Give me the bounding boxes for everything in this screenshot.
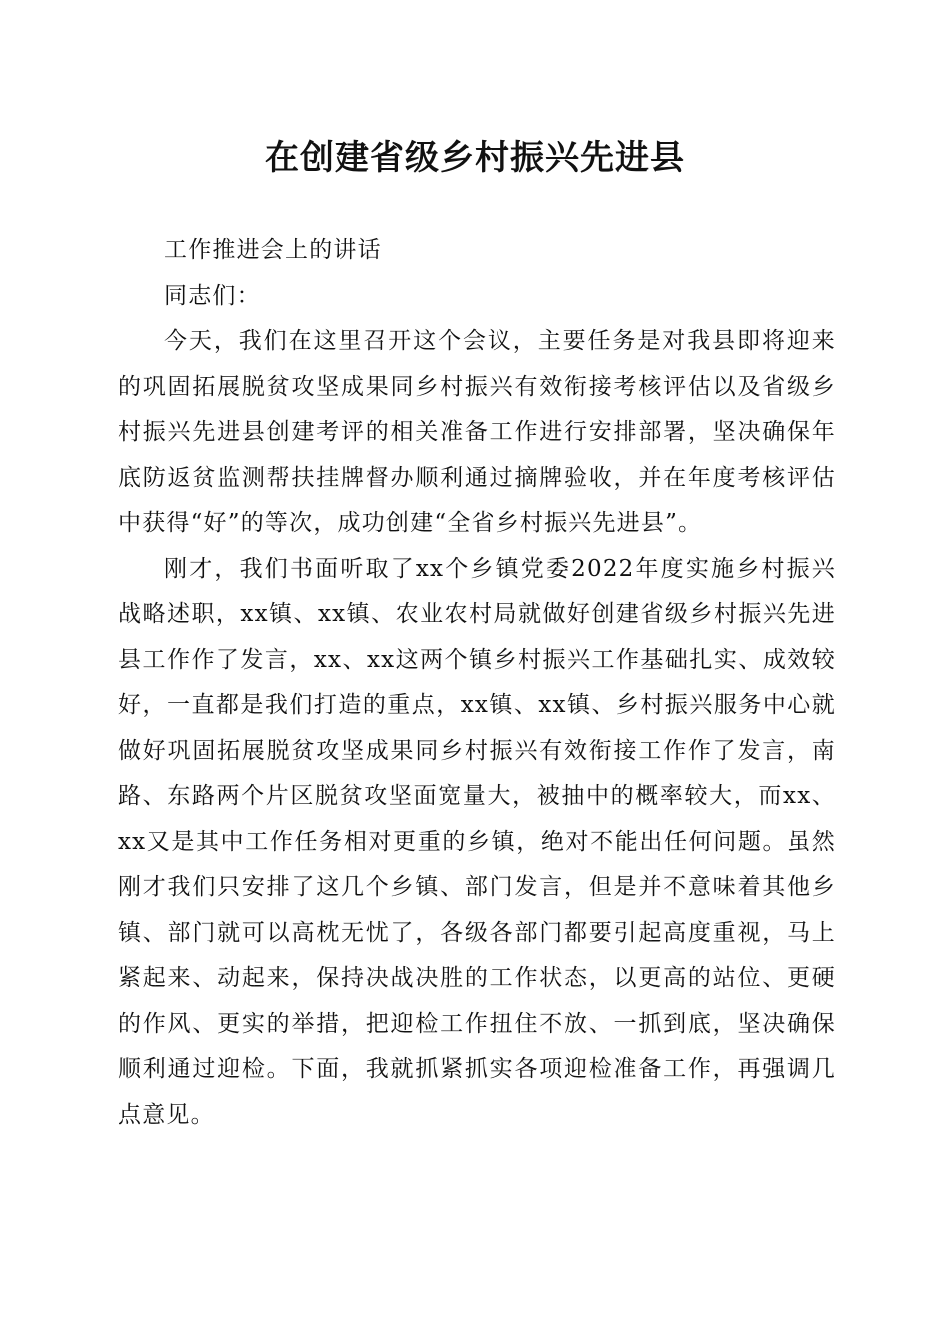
document-body: [118, 228, 836, 1138]
paragraph-review: 刚才，我们书面听取了xx个乡镇党委2022年度实施乡村振兴战略述职，xx镇、xx镇、农业农村局就做好创建省级乡村振兴先进县工作作了发言，xx、xx这两个镇乡村振兴工作基础扎实、成效较好，一直都是我们打造的重点，xx镇、xx镇、乡村振兴服务中心就做好巩固拓展脱贫攻坚成果同乡村振兴有效衔接工作作了发言，南路、东路两个片区脱贫攻坚面宽量大，被抽中的概率较大，而xx、xx又是其中工作任务相对更重的乡镇，绝对不能出任何问题。虽然刚才我们只安排了这几个乡镇、部门发言，但是并不意味着其他乡镇、部门就可以高枕无忧了，各级各部门都要引起高度重视，马上紧起来、动起来，保持决战决胜的工作状态，以更高的站位、更硬的作风、更实的举措，把迎检工作扭住不放、一抓到底，坚决确保顺利通过迎检。下面，我就抓紧抓实各项迎检准备工作，再强调几点意见。: [118, 555, 836, 1128]
document-title: 在创建省级乡村振兴先进县: [265, 138, 685, 178]
document-subtitle: 工作推进会上的讲话: [164, 237, 382, 263]
salutation: 同志们：: [164, 282, 261, 309]
paragraph-opening: 今天，我们在这里召开这个会议，主要任务是对我县即将迎来的巩固拓展脱贫攻坚成果同乡村振兴有效衔接考核评估以及省级乡村振兴先进县创建考评的相关准备工作进行安排部署，坚决确保年底防返贫监测帮扶挂牌督办顺利通过摘牌验收，并在年度考核评估中获得“好”的等次，成功创建“全省乡村振兴先进县”。: [118, 328, 836, 536]
